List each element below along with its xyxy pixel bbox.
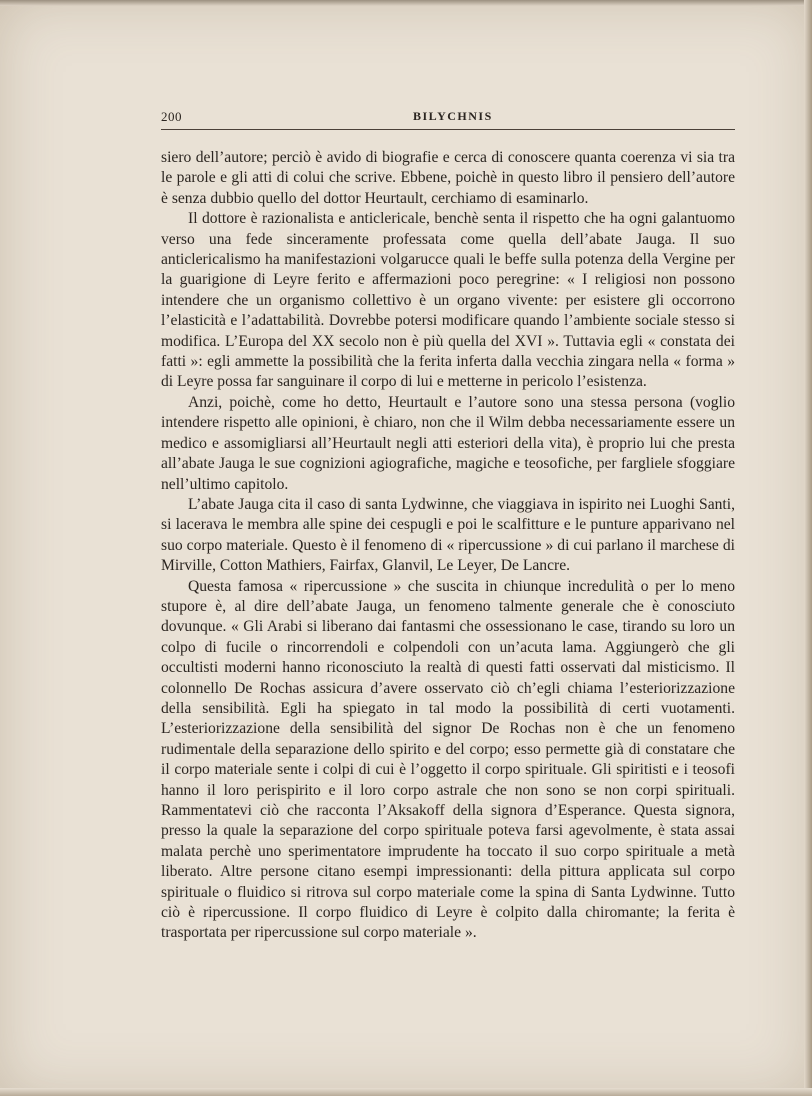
running-head: BILYCHNIS [413,109,493,123]
page-bottom-edge [0,1088,812,1096]
paragraph-3: Anzi, poichè, come ho detto, Heurtault e l’autore sono una stessa persona (voglio intendere rispetto alle opinioni, è chiaro, non che il Wilm debba necessariamente essere un medico e assomigliarsi all’Heurtault negli atti esteriori della vita), è proprio lui che presta all’abate Jauga le sue cognizioni agiografiche, magiche e teosofiche, per fargliele sfoggiare nell’ultimo capitolo. [161,393,735,493]
page-top-edge [0,0,812,6]
body-text [161,148,735,944]
paragraph-2: Il dottore è razionalista e anticlericale, benchè senta il rispetto che ha ogni galantuomo verso una fede sinceramente professata come quella dell’abate Jauga. Il suo anticlericalismo ha manifestazioni volgarucce quali le beffe sulla potenza della Vergine per la guarigione di Leyre ferito e affermazioni poco peregrine: « I religiosi non possono intendere che un organismo collettivo è un organo vivente: per esistere gli occorrono l’elasticità e l’adattabilità. Dovrebbe potersi modificare quando l’ambiente sociale stesso si modifica. L’Europa del XX secolo non è più quella del XVI ». Tuttavia egli « constata dei fatti »: egli ammette la possibilità che la ferita inferta dalla vecchia zingara nella « forma » di Leyre possa far sanguinare il corpo di lui e metterne in pericolo l’esistenza. [161,210,735,391]
paragraph-1: siero dell’autore; perciò è avido di biografie e cerca di conoscere quanta coerenza vi sia tra le parole e gli atti di colui che scrive. Ebbene, poichè in questo libro il pensiero dell’autore è senza dubbio quello del dottor Heurtault, cerchiamo di esaminarlo. [161,149,735,207]
page-number: 200 [161,109,182,124]
header-rule [161,129,735,130]
paragraph-4: L’abate Jauga cita il caso di santa Lydwinne, che viaggiava in ispirito nei Luoghi Santi, si lacerava le membra alle spine dei cespugli e poi le scalfitture e le punture apparivano nel suo corpo materiale. Questo è il fenomeno di « ripercussione » di cui parlano il marchese di Mirville, Cotton Mathiers, Fairfax, Glanvil, Le Leyer, De Lancre. [161,495,735,575]
paragraph-5: Questa famosa « ripercussione » che suscita in chiunque incredulità o per lo meno stupore è, al dire dell’abate Jauga, un fenomeno talmente generale che è conosciuto dovunque. « Gli Arabi si liberano dai fantasmi che ossessionano le case, tirando su loro un colpo di fucile o rincorrendoli e colpendoli con un’acuta lama. Aggiungerò che gli occultisti moderni hanno riconosciuto la realtà di questi fatti osservati dal misticismo. Il colonnello De Rochas assicura d’avere osservato ciò ch’egli chiama l’esteriorizzazione della sensibilità. Egli ha spiegato in tal modo la possibilità di certi vuotamenti. L’esteriorizzazione della sensibilità del signor De Rochas non è che un fenomeno rudimentale della separazione dello spirito e del corpo; esso permette già di constatare che il corpo materiale sente i colpi di cui è l’oggetto il corpo spirituale. Gli spiritisti e i teosofi hanno il loro perispirito e il loro corpo astrale che non sono se non corpi spirituali. Rammentatevi ciò che racconta l’Aksakoff della signora d’Esperance. Questa signora, presso la quale la separazione del corpo spirituale poteva farsi agevolmente, è stata assai malata perchè uno sperimentatore imprudente ha toccato il suo corpo spirituale a metà liberato. Altre persone citano esempi impressionanti: della pittura applicata sul corpo spirituale o fluidico si ritrova sul corpo materiale come la spina di Santa Lydwinne. Tutto ciò è ripercussione. Il corpo fluidico di Leyre è colpito dalla chiromante; la ferita è trasportata per ripercussione sul corpo materiale ». [161,577,735,942]
page-header [161,109,735,131]
page-right-edge [804,0,812,1096]
